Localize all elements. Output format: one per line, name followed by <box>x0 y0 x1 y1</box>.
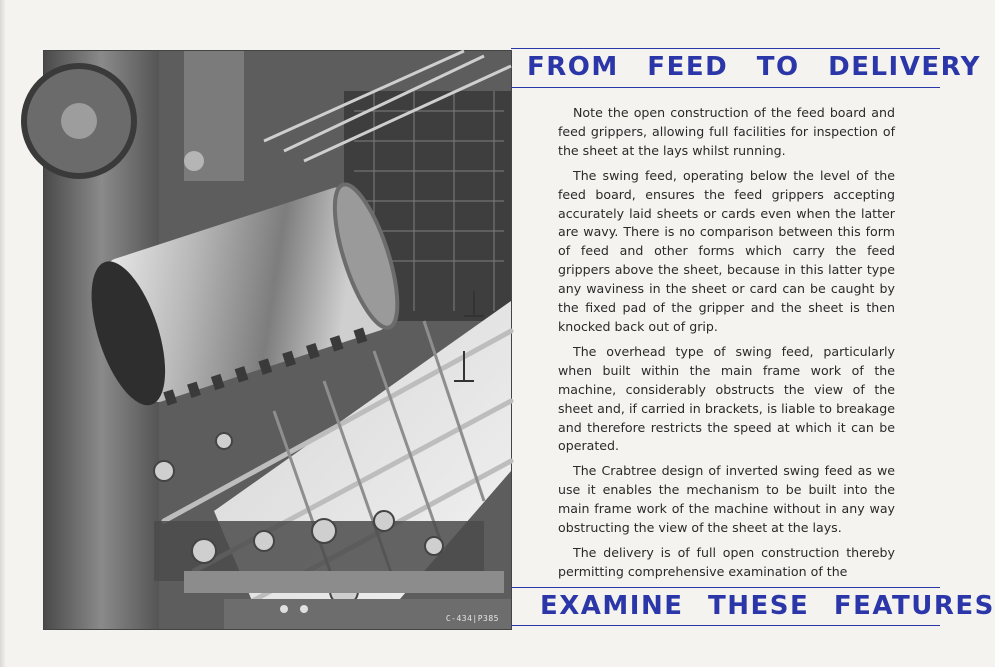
photo-reference-code: C-434|P385 <box>445 614 499 623</box>
heading-top-rule-upper <box>511 48 940 49</box>
paragraph-3: The overhead type of swing feed, particularly when built within the main frame work of the machine, considerably obstructs the view of the sheet and, if carried in brackets, is liable to breakage and therefore restricts the speed at which it can be operated. <box>558 343 895 454</box>
body-text-column <box>558 104 895 588</box>
section-heading-bottom: EXAMINE THESE FEATURES <box>540 591 995 621</box>
heading-bottom-rule-upper <box>511 587 940 588</box>
machine-photograph <box>43 50 512 630</box>
heading-bottom-rule-lower <box>511 625 940 626</box>
page-gutter-edge <box>0 0 6 667</box>
paragraph-2: The swing feed, operating below the level of the feed board, ensures the feed grippers accepting accurately laid sheets or cards even when the latter are wavy. There is no comparison between this form of feed and other forms which carry the feed grippers above the sheet, because in this latter type any waviness in the sheet or card can be caught by the fixed pad of the gripper and the sheet is then knocked back out of grip. <box>558 167 895 334</box>
heading-top-rule-lower <box>511 87 940 88</box>
paragraph-5: The delivery is of full open construction thereby permitting comprehensive examination of the <box>558 544 895 579</box>
paragraph-4: The Crabtree design of inverted swing feed as we use it enables the mechanism to be built into the main frame work of the machine without in any way obstructing the view of the sheet at the lays. <box>558 463 895 536</box>
section-heading-top: FROM FEED TO DELIVERY <box>527 52 982 82</box>
printing-press-illustration <box>44 51 511 629</box>
paragraph-1: Note the open construction of the feed board and feed grippers, allowing full facilities for inspection of the sheet at the lays whilst running. <box>558 105 895 158</box>
